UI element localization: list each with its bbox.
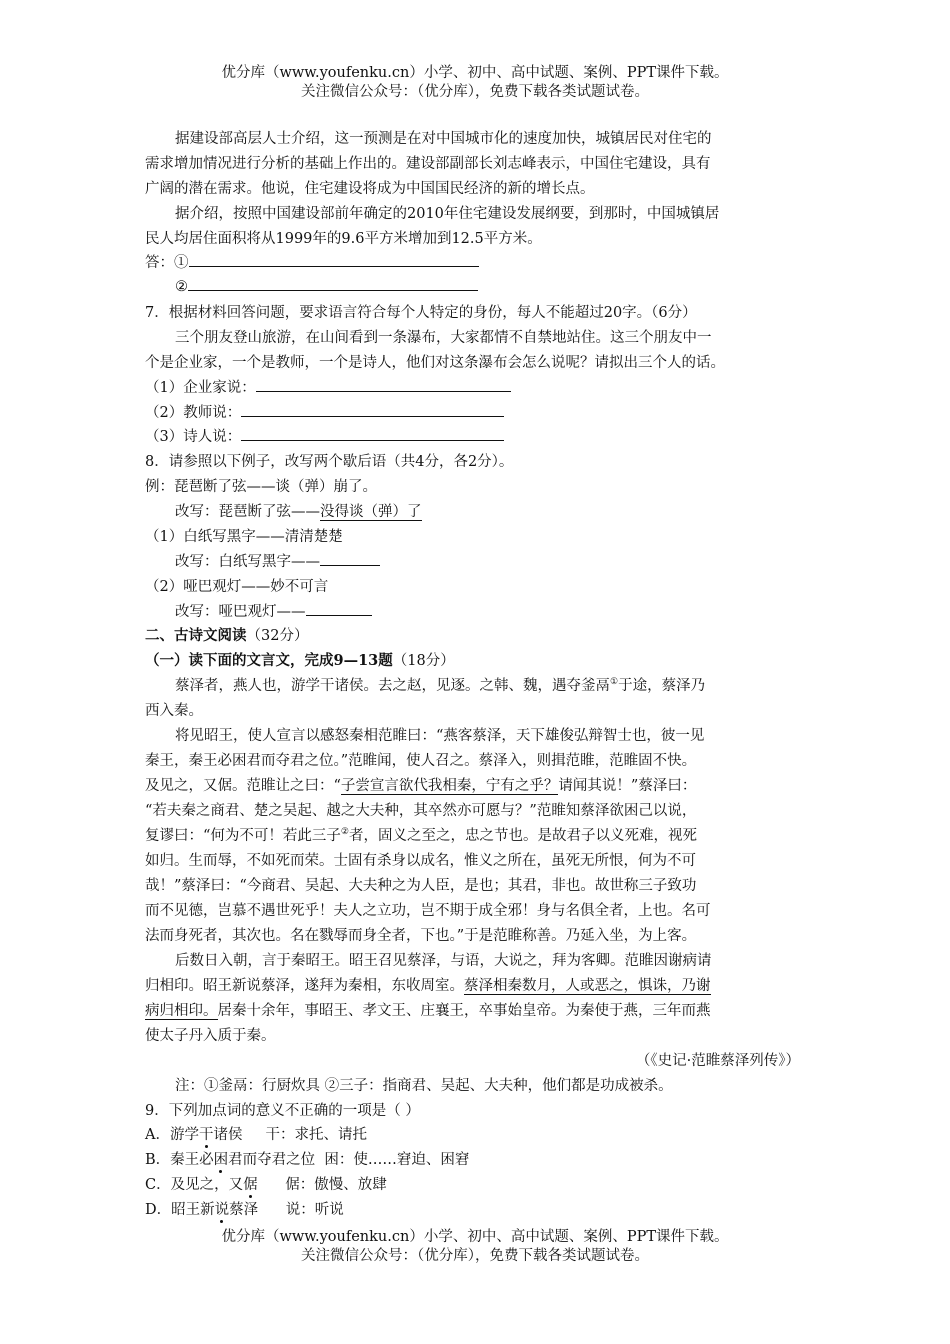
text: 归相印。昭王新说蔡泽，遂拜为秦相，东收周室。 — [145, 978, 464, 994]
page-header — [0, 64, 950, 102]
question-8-title: 8．请参照以下例子，改写两个歇后语（共4分，各2分）。 — [145, 454, 514, 470]
rewrite-prefix: 改写：哑巴观灯—— — [175, 604, 306, 620]
answer-label: （3）诗人说： — [145, 429, 242, 445]
answer-line-2 — [175, 276, 845, 295]
text: 于途，蔡泽乃 — [618, 678, 706, 694]
page-footer — [0, 1228, 950, 1266]
question-7-title: 7．根据材料回答问题，要求语言符合每个人特定的身份，每人不能超过20字。（6分） — [145, 305, 697, 321]
answer-blank[interactable] — [241, 402, 504, 417]
underlined-sentence: 蔡泽相秦数月，人或恶之，惧诛，乃谢 — [464, 978, 711, 994]
question-8-item-2: （2）哑巴观灯——妙不可言 — [145, 579, 329, 595]
option-a[interactable] — [145, 1123, 815, 1144]
answer-blank[interactable] — [241, 426, 504, 441]
classical-line: 法而身死者，其次也。名在戮辱而身全者，下也。”于是范睢称善。乃延入坐，为上客。 — [145, 928, 697, 944]
subsection-score: （18分） — [392, 653, 455, 669]
option-c[interactable] — [145, 1173, 815, 1194]
subsection-heading — [145, 649, 815, 670]
text: B．秦王必 — [145, 1152, 214, 1168]
footer-line-1: 优分库（www.youfenku.cn）小学、初中、高中试题、案例、PPT课件下载。 — [221, 1229, 729, 1245]
option-d[interactable] — [145, 1198, 815, 1219]
classical-line: 秦王，秦王必困君而夺君之位。”范睢闻，使人召之。蔡泽入，则揖范睢，范睢固不快。 — [145, 753, 697, 769]
answer-blank-1[interactable] — [189, 252, 479, 267]
underlined-sentence: 病归相印。 — [145, 1003, 218, 1019]
passage-line: 民人均居住面积将从1999年的9.6平方米增加到12.5平方米。 — [145, 231, 542, 247]
source-citation: （《史记·范睢蔡泽列传》） — [635, 1053, 800, 1069]
rewrite-underlined: 没得谈（弹）了 — [320, 504, 422, 520]
classical-line — [145, 999, 815, 1020]
question-8-item-1: （1）白纸写黑字——清清楚楚 — [145, 529, 343, 545]
question-8-rewrite-2 — [175, 600, 845, 621]
text: 复谬曰：“何为不可！若此三子 — [145, 828, 341, 844]
passage-line: 据介绍，按照中国建设部前年确定的2010年住宅建设发展纲要，到那时，中国城镇居 — [175, 206, 720, 222]
text: C．及见之，又 — [145, 1177, 244, 1193]
dotted-word: 困 — [213, 1152, 229, 1168]
text: 君而夺君之位 困：使……窘迫、困窘 — [228, 1152, 470, 1168]
answer-label: （1）企业家说： — [145, 380, 256, 396]
classical-line: 西入秦。 — [145, 703, 203, 719]
classical-line: 将见昭王，使人宣言以感怒秦相范睢曰：“燕客蔡泽，天下雄俊弘辩智士也，彼一见 — [175, 728, 705, 744]
question-7-answer-2 — [145, 401, 815, 422]
dotted-word: 说 — [214, 1202, 230, 1218]
footnote-mark: ① — [610, 677, 619, 688]
classical-line — [145, 774, 815, 795]
text: A．游学 — [145, 1127, 199, 1143]
header-line-1: 优分库（www.youfenku.cn）小学、初中、高中试题、案例、PPT课件下载。 — [221, 65, 729, 81]
question-8-example: 例：琵琶断了弦——谈（弹）崩了。 — [145, 479, 377, 495]
footnote-mark: ② — [340, 827, 349, 838]
text: 倨：傲慢、放肆 — [257, 1177, 387, 1193]
subsection-title: （一）读下面的文言文，完成9—13题 — [145, 652, 393, 669]
underlined-sentence: 子尝宣言欲代我相秦，宁有之乎？ — [340, 778, 559, 794]
answer-blank-2[interactable] — [188, 276, 478, 291]
question-7-text: 三个朋友登山旅游，在山间看到一条瀑布，大家都情不自禁地站住。这三个朋友中一 — [175, 330, 712, 346]
text: 请闻其说！”蔡泽曰： — [558, 778, 697, 794]
classical-line — [175, 674, 845, 695]
text: D．昭王新 — [145, 1202, 215, 1218]
passage-line: 需求增加情况进行分析的基础上作出的。建设部副部长刘志峰表示，中国住宅建设，具有 — [145, 156, 711, 172]
classical-line: “若夫秦之商君、楚之吴起、越之大夫种，其卒然亦可愿与？”范睢知蔡泽欲困己以说， — [145, 803, 697, 819]
answer-label-1: 答：① — [145, 255, 189, 271]
text: 蔡泽者，燕人也，游学干诸侯。去之赵，见逐。之韩、魏，遇夺釜鬲 — [175, 678, 610, 694]
dotted-word: 倨 — [243, 1177, 258, 1193]
question-8-example-rewrite — [175, 500, 845, 521]
classical-line: 如归。生而辱，不如死而荣。士固有杀身以成名，惟义之所在，虽死无所恨，何为不可 — [145, 853, 696, 869]
rewrite-prefix: 改写：琵琶断了弦—— — [175, 504, 320, 520]
question-7-text: 个是企业家，一个是教师，一个是诗人，他们对这条瀑布会怎么说呢？请拟出三个人的话。 — [145, 355, 725, 371]
dotted-word: 干 — [198, 1127, 214, 1143]
answer-line-1 — [145, 251, 815, 272]
classical-line: 而不见德，岂慕不遇世死乎！夫人之立功，岂不期于成全邪！身与名俱全者，上也。名可 — [145, 903, 711, 919]
classical-line: 哉！”蔡泽曰：“今商君、吴起、大夫种之为人臣，是也；其君，非也。故世称三子致功 — [145, 878, 697, 894]
text: 居秦十余年，事昭王、孝文王、庄襄王，卒事始皇帝。为秦使于燕，三年而燕 — [217, 1003, 711, 1019]
answer-blank[interactable] — [320, 551, 380, 566]
section-title: 二、古诗文阅读 — [145, 627, 247, 644]
classical-line — [145, 974, 815, 995]
footer-line-2: 关注微信公众号：（优分库），免费下载各类试题试卷。 — [301, 1248, 649, 1264]
section-2-heading — [145, 624, 815, 645]
text: 及见之，又倨。范睢让之曰：“ — [145, 778, 341, 794]
question-9-title: 9．下列加点词的意义不正确的一项是（ ） — [145, 1103, 420, 1119]
question-8-rewrite-1 — [175, 550, 845, 571]
classical-line: 后数日入朝，言于秦昭王。昭王召见蔡泽，与语，大说之，拜为客卿。范睢因谢病请 — [175, 953, 712, 969]
answer-label: （2）教师说： — [145, 405, 242, 421]
option-b[interactable] — [145, 1148, 815, 1169]
question-7-answer-1 — [145, 376, 815, 397]
classical-line: 使太子丹入质于秦。 — [145, 1028, 276, 1044]
footnotes: 注：①釜鬲：行厨炊具 ②三子：指商君、吴起、大夫种，他们都是功成被杀。 — [175, 1078, 673, 1094]
question-7-answer-3 — [145, 425, 815, 446]
header-line-2: 关注微信公众号：（优分库），免费下载各类试题试卷。 — [301, 84, 649, 100]
classical-line — [145, 824, 815, 845]
rewrite-prefix: 改写：白纸写黑字—— — [175, 554, 320, 570]
answer-blank[interactable] — [256, 377, 511, 392]
text: 蔡泽 说：听说 — [229, 1202, 344, 1218]
answer-label-2: ② — [175, 279, 188, 295]
answer-blank[interactable] — [306, 601, 372, 616]
passage-line: 据建设部高层人士介绍，这一预测是在对中国城市化的速度加快，城镇居民对住宅的 — [175, 131, 712, 147]
text: 诸侯 干：求托、请托 — [213, 1127, 368, 1143]
passage-line: 广阔的潜在需求。他说，住宅建设将成为中国国民经济的新的增长点。 — [145, 181, 595, 197]
text: 者，固义之至之，忠之节也。是故君子以义死难，视死 — [349, 828, 697, 844]
section-score: （32分） — [246, 628, 309, 644]
